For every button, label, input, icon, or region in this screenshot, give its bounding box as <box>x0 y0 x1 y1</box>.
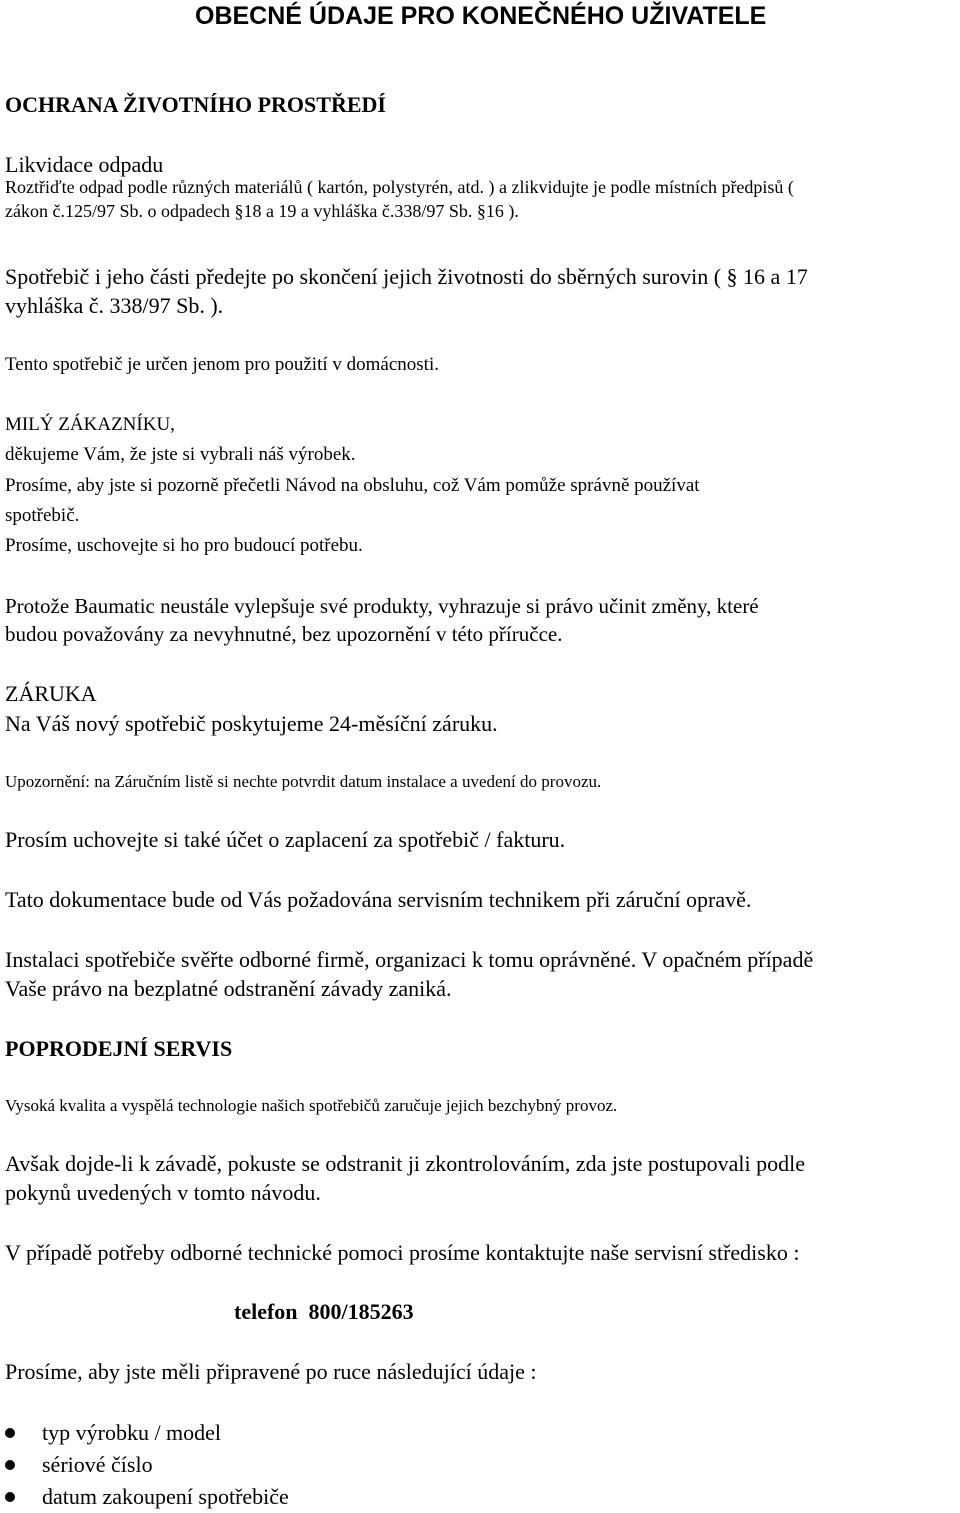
service-phone: telefon 800/185263 <box>234 1299 414 1324</box>
keep-manual-text: Prosíme, uschovejte si ho pro budoucí potřebu. <box>5 535 363 556</box>
documentation-text: Tato dokumentace bude od Vás požadována servisním technikem při záruční opravě. <box>5 887 752 912</box>
list-item-label: datum zakoupení spotřebiče <box>42 1484 289 1509</box>
warranty-notice: Upozornění: na Záručním listě si nechte potvrdit datum instalace a uvedení do provozu. <box>5 772 602 791</box>
waste-line-1: Roztřiďte odpad podle různých materiálů ( kartón, polystyrén, atd. ) a zlikvidujte je podle místních předpisů ( <box>5 177 794 197</box>
prepare-info-text: Prosíme, aby jste měli připravené po ruce následující údaje : <box>5 1359 537 1384</box>
household-only-text: Tento spotřebič je určen jenom pro použití v domácnosti. <box>5 354 439 375</box>
disposal-line-1: Spotřebič i jeho části předejte po skončení jejich životnosti do sběrných surovin ( § 16 a 17 <box>5 264 808 289</box>
fault-line-1: Avšak dojde-li k závadě, pokuste se odstranit ji zkontrolováním, zda jste postupovali podle <box>5 1151 805 1176</box>
environment-heading: OCHRANA ŽIVOTNÍHO PROSTŘEDÍ <box>5 92 386 117</box>
waste-heading: Likvidace odpadu <box>5 152 164 177</box>
list-item <box>0 1417 289 1449</box>
document-title: OBECNÉ ÚDAJE PRO KONEČNÉHO UŽIVATELE <box>195 2 767 30</box>
warranty-heading: ZÁRUKA <box>5 681 97 706</box>
service-heading: POPRODEJNÍ SERVIS <box>5 1036 233 1061</box>
fault-line-2: pokynů uvedených v tomto návodu. <box>5 1180 321 1205</box>
required-info-list <box>0 1417 289 1513</box>
bullet-icon <box>5 1492 15 1502</box>
changes-line-1: Protože Baumatic neustále vylepšuje své produkty, vyhrazuje si právo učinit změny, které <box>5 594 759 618</box>
customer-heading: MILÝ ZÁKAZNÍKU, <box>5 414 175 435</box>
customer-thanks: děkujeme Vám, že jste si vybrali náš výrobek. <box>5 444 356 465</box>
changes-line-2: budou považovány za nevyhnutné, bez upozornění v této příručce. <box>5 622 563 646</box>
contact-text: V případě potřeby odborné technické pomoci prosíme kontaktujte naše servisní středisko : <box>5 1240 800 1265</box>
bullet-icon <box>5 1428 15 1438</box>
waste-line-2: zákon č.125/97 Sb. o odpadech §18 a 19 a vyhláška č.338/97 Sb. §16 ). <box>5 201 519 221</box>
installation-line-1: Instalaci spotřebiče svěřte odborné firmě, organizaci k tomu oprávněné. V opačném případě <box>5 947 814 972</box>
list-item <box>0 1449 289 1481</box>
disposal-line-2: vyhláška č. 338/97 Sb. ). <box>5 293 224 318</box>
list-item-label: typ výrobku / model <box>42 1420 222 1445</box>
service-quality-text: Vysoká kvalita a vyspělá technologie našich spotřebičů zaručuje jejich bezchybný provoz. <box>5 1096 618 1115</box>
installation-line-2: Vaše právo na bezplatné odstranění závady zaniká. <box>5 976 452 1001</box>
receipt-text: Prosím uchovejte si také účet o zaplacení za spotřebič / fakturu. <box>5 827 566 852</box>
read-manual-line-2: spotřebič. <box>5 505 80 526</box>
list-item <box>0 1481 289 1513</box>
list-item-label: sériové číslo <box>42 1452 153 1477</box>
read-manual-line-1: Prosíme, aby jste si pozorně přečetli Návod na obsluhu, což Vám pomůže správně používat <box>5 475 700 496</box>
bullet-icon <box>5 1460 15 1470</box>
warranty-text: Na Váš nový spotřebič poskytujeme 24-měsíční záruku. <box>5 711 498 736</box>
